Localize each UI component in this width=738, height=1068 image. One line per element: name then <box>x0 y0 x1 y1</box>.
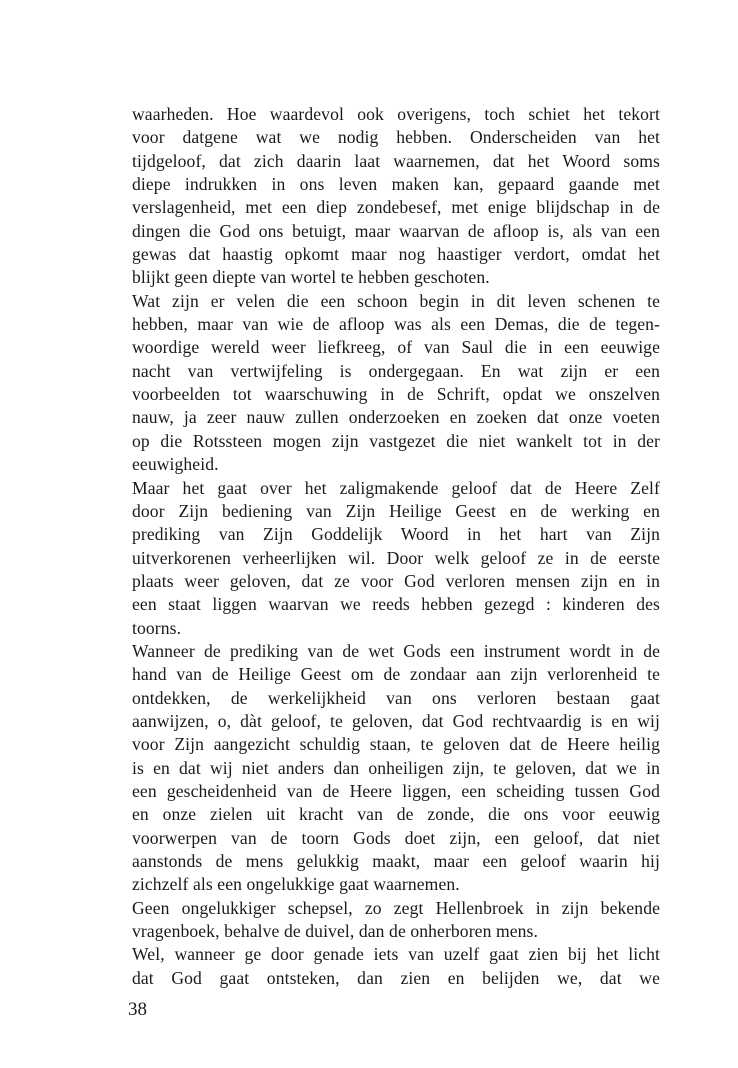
text-line: Maar het gaat over het zaligmakende geloof dat de Heere Zelf <box>132 477 660 498</box>
text-line: verslagenheid, met een diep zondebesef, met enige blijdschap in de <box>132 197 660 218</box>
text-line: voorbeelden tot waarschuwing in de Schrift, opdat we onszelven <box>132 384 660 405</box>
text-line: en onze zielen uit kracht van de zonde, die ons voor eeuwig <box>132 804 660 825</box>
text-line: Geen ongelukkiger schepsel, zo zegt Hellenbroek in zijn bekende <box>132 897 660 918</box>
text-line: zichzelf als een ongelukkige gaat waarnemen. <box>132 874 460 895</box>
text-line: dat God gaat ontsteken, dan zien en belijden we, dat we <box>132 967 660 988</box>
text-line: is en dat wij niet anders dan onheiligen zijn, te geloven, dat we in <box>132 757 660 778</box>
text-line: uitverkorenen verheerlijken wil. Door welk geloof ze in de eerste <box>132 547 660 568</box>
text-line: voor datgene wat we nodig hebben. Onderscheiden van het <box>132 127 660 148</box>
text-line: waarheden. Hoe waardevol ook overigens, toch schiet het tekort <box>132 104 660 124</box>
text-line: gewas dat haastig opkomt maar nog haastiger verdort, omdat het <box>132 244 660 265</box>
text-line: hebben, maar van wie de afloop was als een Demas, die de tegen- <box>132 314 660 335</box>
text-line: nauw, ja zeer nauw zullen onderzoeken en zoeken dat onze voeten <box>132 407 660 428</box>
text-line: woordige wereld weer liefkreeg, of van Saul die in een eeuwige <box>132 337 660 358</box>
text-line: Wat zijn er velen die een schoon begin in dit leven schenen te <box>132 290 660 311</box>
page-number: 38 <box>128 999 147 1020</box>
text-line: aanstonds de mens gelukkig maakt, maar een geloof waarin hij <box>132 851 660 871</box>
text-line: prediking van Zijn Goddelijk Woord in het hart van Zijn <box>132 524 660 545</box>
text-line: voor Zijn aangezicht schuldig staan, te geloven dat de Heere heilig <box>132 734 660 755</box>
text-line: vragenboek, behalve de duivel, dan de onherboren mens. <box>132 921 539 942</box>
text-line: diepe indrukken in ons leven maken kan, gepaard gaande met <box>132 174 660 195</box>
text-line: hand van de Heilige Geest om de zondaar aan zijn verlorenheid te <box>132 664 660 685</box>
text-line: ontdekken, de werkelijkheid van ons verloren bestaan gaat <box>132 687 660 708</box>
text-line: toorns. <box>132 617 182 638</box>
text-line: voorwerpen van de toorn Gods doet zijn, een geloof, dat niet <box>132 827 660 848</box>
text-line: door Zijn bediening van Zijn Heilige Geest en de werking en <box>132 500 660 521</box>
text-line: nacht van vertwijfeling is ondergegaan. En wat zijn er een <box>132 360 660 381</box>
text-line: een gescheidenheid van de Heere liggen, een scheiding tussen God <box>132 780 660 801</box>
text-line: tijdgeloof, dat zich daarin laat waarnemen, dat het Woord soms <box>132 150 660 171</box>
text-line: plaats weer geloven, dat ze voor God verloren mensen zijn en in <box>132 570 660 591</box>
text-line: een staat liggen waarvan we reeds hebben gezegd : kinderen des <box>132 594 660 615</box>
text-line: Wel, wanneer ge door genade iets van uzelf gaat zien bij het licht <box>132 944 660 965</box>
text-line: aanwijzen, o, dàt geloof, te geloven, dat God rechtvaardig is en wij <box>132 710 660 731</box>
text-line: blijkt geen diepte van wortel te hebben geschoten. <box>132 267 490 288</box>
text-line: dingen die God ons betuigt, maar waarvan de afloop is, als van een <box>132 220 660 241</box>
text-line: eeuwigheid. <box>132 454 219 475</box>
text-line: Wanneer de prediking van de wet Gods een instrument wordt in de <box>132 640 660 661</box>
text-line: op die Rotssteen mogen zijn vastgezet die niet wankelt tot in der <box>132 430 660 451</box>
body-text <box>132 103 660 990</box>
